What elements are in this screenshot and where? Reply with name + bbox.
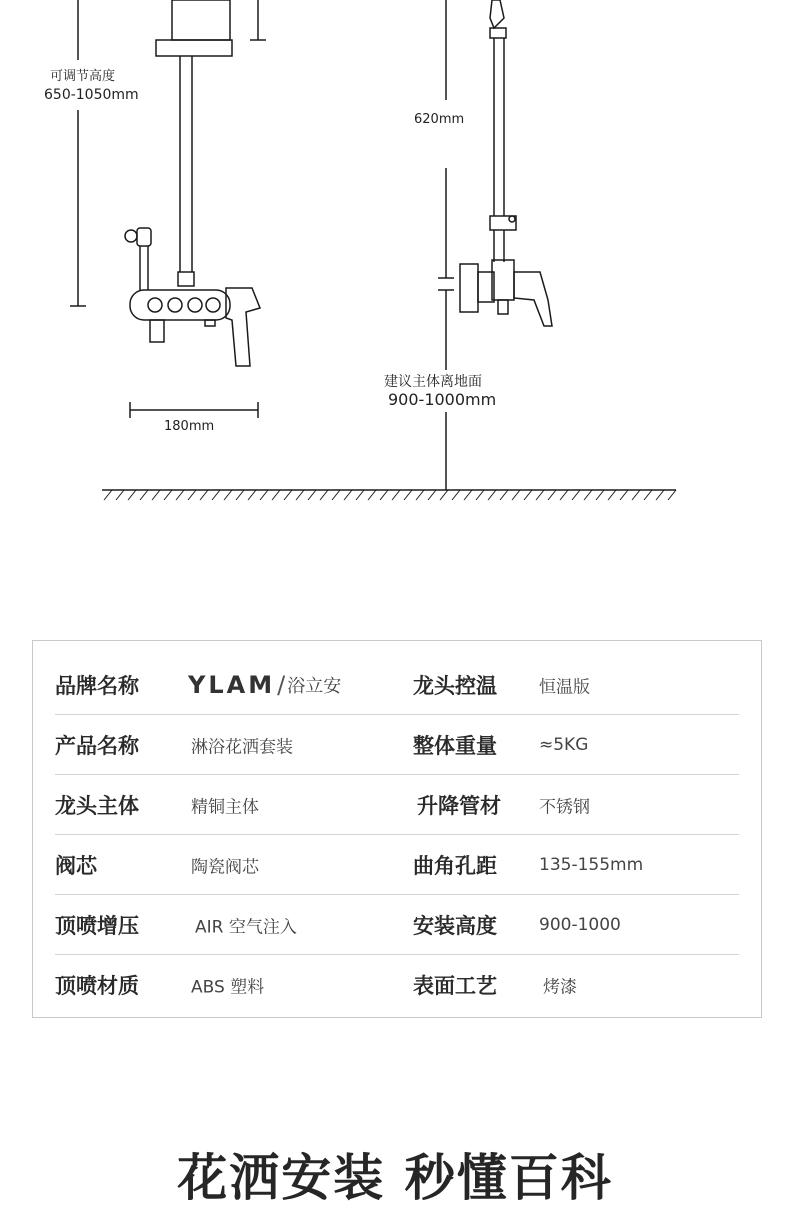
spec-label: 表面工艺: [413, 974, 497, 998]
spec-value: 精铜主体: [191, 797, 259, 818]
brand-logo: [188, 671, 341, 699]
spec-value: 135-155mm: [539, 855, 644, 875]
spec-value: 不锈钢: [539, 797, 590, 818]
spec-value: 淋浴花洒套装: [191, 737, 293, 758]
spec-label: 品牌名称: [55, 674, 139, 698]
spec-value: 烤漆: [543, 977, 577, 998]
slider-clamp: [156, 40, 232, 56]
brand-logo-text: YLAM: [188, 671, 276, 699]
suggested-height-range: 900-1000mm: [388, 390, 497, 409]
spec-table: [32, 640, 762, 1018]
spec-row: [33, 895, 761, 955]
brand-slash: /: [277, 671, 286, 699]
spec-label: 安装高度: [413, 914, 497, 938]
suggested-height-label: 建议主体离地面: [384, 374, 482, 390]
spec-label: 整体重量: [413, 734, 497, 758]
adjustable-height-label: 可调节高度: [50, 69, 116, 84]
mixer-body: [130, 290, 230, 320]
spec-value: 恒温版: [539, 677, 590, 698]
adjustable-height-range: 650-1050mm: [44, 87, 139, 103]
wall-flange: [460, 264, 478, 312]
spec-row: [33, 715, 761, 775]
spec-value: ABS 塑料: [191, 977, 265, 998]
spec-row: [33, 955, 761, 1015]
floor-hatching: [104, 490, 676, 500]
spec-label: 龙头控温: [413, 674, 497, 698]
spec-label: 顶喷材质: [55, 974, 139, 998]
spec-label: 龙头主体: [55, 794, 139, 818]
spec-label: 产品名称: [55, 734, 139, 758]
brand-cn-name: 浴立安: [287, 676, 342, 697]
spec-value: 900-1000: [539, 915, 621, 935]
section-title: 花洒安装 秒懂百科: [177, 1149, 613, 1207]
spec-row: [33, 775, 761, 835]
spec-label: 曲角孔距: [413, 854, 497, 878]
top-slider-block: [172, 0, 230, 40]
spec-label: 阀芯: [55, 854, 97, 878]
spec-row: [33, 655, 761, 715]
spec-label: 升降管材: [417, 794, 501, 818]
spec-label: 顶喷增压: [55, 914, 139, 938]
installation-diagram: [0, 0, 790, 520]
width-dimension-label: 180mm: [164, 419, 215, 434]
spec-value: AIR 空气注入: [195, 917, 297, 938]
spec-row: [33, 835, 761, 895]
spec-value: ≈5KG: [539, 735, 589, 755]
spec-value: 陶瓷阀芯: [191, 857, 259, 878]
riser-height-label: 620mm: [414, 112, 465, 127]
mixer-handle: [226, 288, 260, 366]
